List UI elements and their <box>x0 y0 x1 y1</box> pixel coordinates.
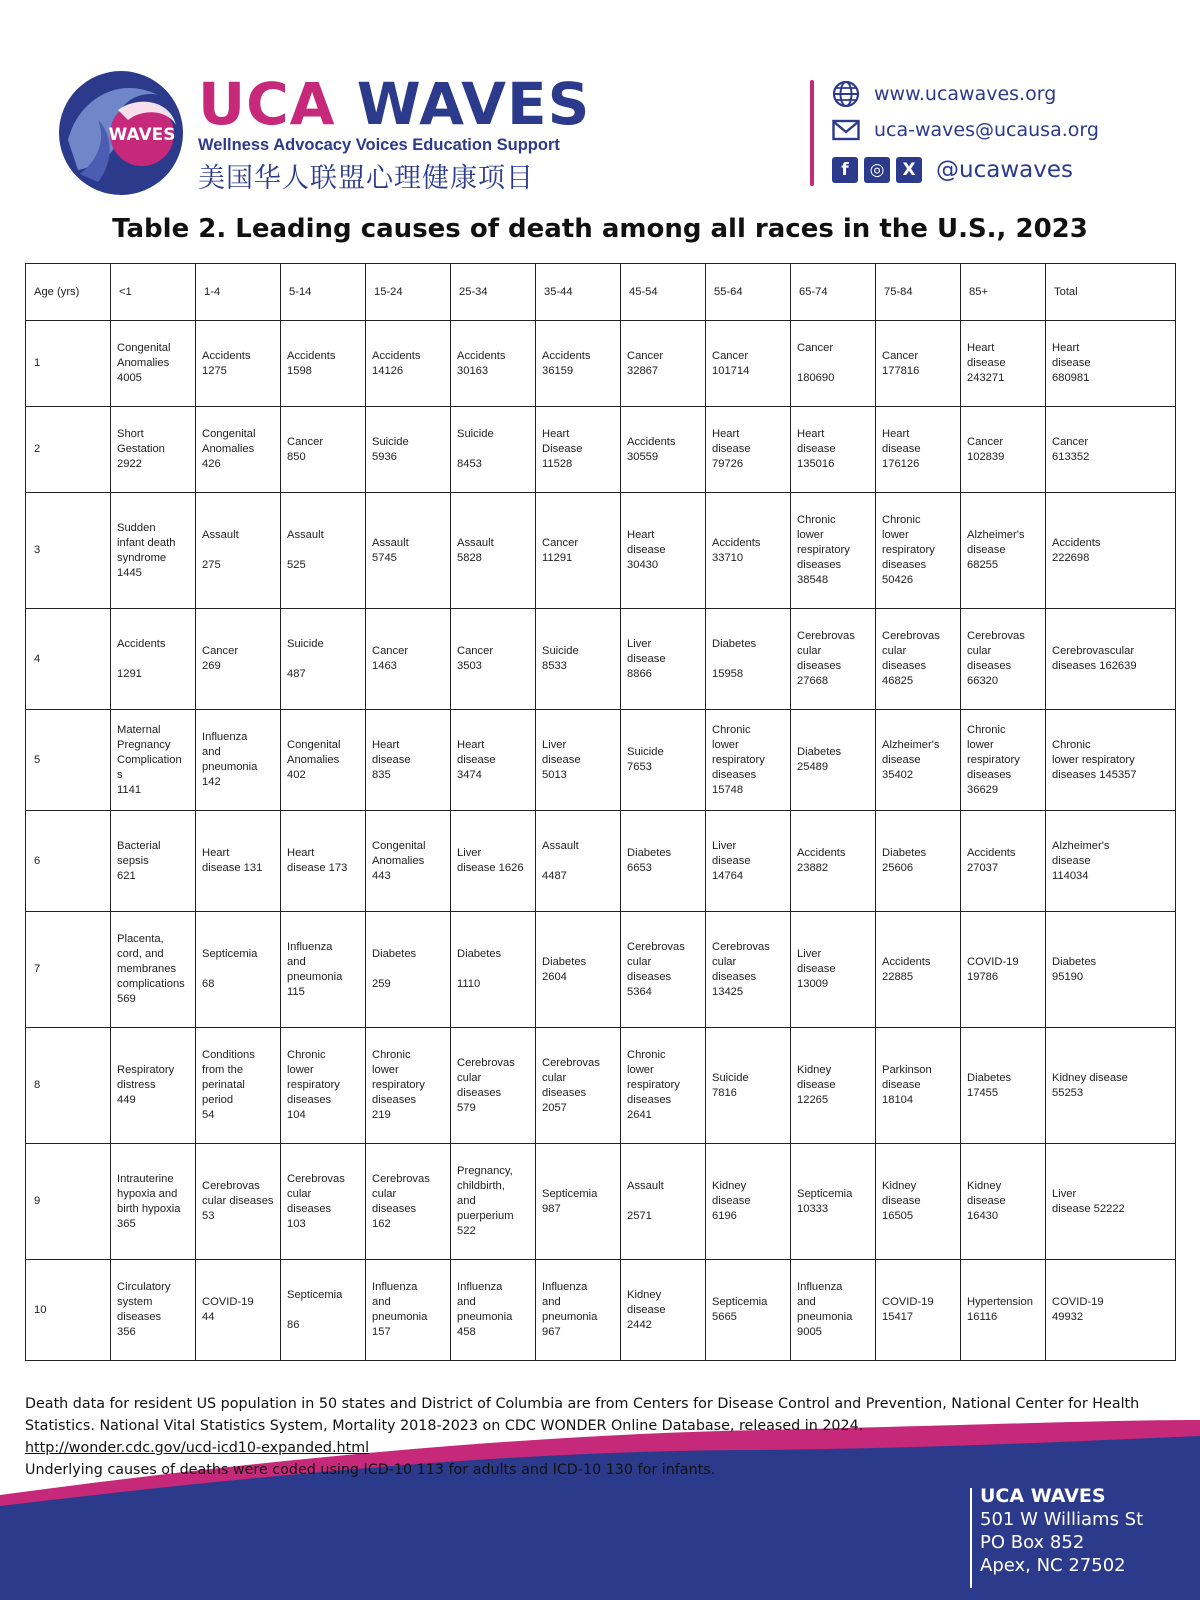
cause-cell: Accidents 14126 <box>366 321 451 407</box>
page-header <box>0 0 1200 200</box>
cause-cell: Kidney disease 16430 <box>961 1144 1046 1260</box>
cause-cell: Heart disease 3474 <box>451 710 536 811</box>
cause-cell: Maternal Pregnancy Complication s 1141 <box>111 710 196 811</box>
cause-cell: Accidents 33710 <box>706 493 791 609</box>
column-header: 1-4 <box>196 264 281 321</box>
cause-cell: Liver disease 52222 <box>1046 1144 1176 1260</box>
rank-cell: 4 <box>26 609 111 710</box>
cause-cell: Suicide 7653 <box>621 710 706 811</box>
cause-cell: Placenta, cord, and membranes complications 569 <box>111 912 196 1028</box>
cause-cell: Kidney disease 16505 <box>876 1144 961 1260</box>
cause-cell: Congenital Anomalies 426 <box>196 407 281 493</box>
column-header: 55-64 <box>706 264 791 321</box>
cause-cell: COVID-19 49932 <box>1046 1260 1176 1361</box>
cause-cell: Cerebrovas cular diseases 13425 <box>706 912 791 1028</box>
rank-cell: 6 <box>26 811 111 912</box>
cause-cell: Influenza and pneumonia 458 <box>451 1260 536 1361</box>
cause-cell: Circulatory system diseases 356 <box>111 1260 196 1361</box>
cause-cell: Accidents 222698 <box>1046 493 1176 609</box>
table-row <box>26 912 1176 1028</box>
cause-cell: Septicemia 987 <box>536 1144 621 1260</box>
cause-cell: Liver disease 13009 <box>791 912 876 1028</box>
cause-cell: Suicide 7816 <box>706 1028 791 1144</box>
column-header: Total <box>1046 264 1176 321</box>
cause-cell: Suicide 8453 <box>451 407 536 493</box>
waves-logo <box>58 70 184 196</box>
instagram-icon[interactable]: ◎ <box>864 157 890 183</box>
cause-cell: Cerebrovascular diseases 162639 <box>1046 609 1176 710</box>
cause-cell: Diabetes 2604 <box>536 912 621 1028</box>
cause-cell: Liver disease 8866 <box>621 609 706 710</box>
cause-cell: Accidents 23882 <box>791 811 876 912</box>
rank-cell: 5 <box>26 710 111 811</box>
cause-cell: Diabetes 6653 <box>621 811 706 912</box>
address-street: 501 W Williams St <box>980 1509 1144 1530</box>
address-city: Apex, NC 27502 <box>980 1555 1126 1576</box>
cause-cell: Heart disease 30430 <box>621 493 706 609</box>
cause-cell: Kidney disease 6196 <box>706 1144 791 1260</box>
cause-cell: Chronic lower respiratory diseases 36629 <box>961 710 1046 811</box>
column-header: 85+ <box>961 264 1046 321</box>
cause-cell: Cerebrovas cular diseases 27668 <box>791 609 876 710</box>
cause-cell: Diabetes 25606 <box>876 811 961 912</box>
cause-cell: Assault 2571 <box>621 1144 706 1260</box>
brand-name <box>198 70 591 138</box>
cause-cell: Conditions from the perinatal period 54 <box>196 1028 281 1144</box>
rank-cell: 10 <box>26 1260 111 1361</box>
column-header: 75-84 <box>876 264 961 321</box>
cause-cell: Accidents 36159 <box>536 321 621 407</box>
cause-cell: Congenital Anomalies 443 <box>366 811 451 912</box>
cause-cell: Cerebrovas cular diseases 103 <box>281 1144 366 1260</box>
cause-cell: Suicide 8533 <box>536 609 621 710</box>
column-header: 65-74 <box>791 264 876 321</box>
cause-cell: Cancer 180690 <box>791 321 876 407</box>
cause-cell: Congenital Anomalies 402 <box>281 710 366 811</box>
social-row <box>832 157 1073 183</box>
cause-cell: Suicide 487 <box>281 609 366 710</box>
facebook-icon[interactable]: f <box>832 157 858 183</box>
cause-cell: Accidents 30163 <box>451 321 536 407</box>
cause-cell: Influenza and pneumonia 142 <box>196 710 281 811</box>
cause-cell: Chronic lower respiratory diseases 2641 <box>621 1028 706 1144</box>
table-row <box>26 493 1176 609</box>
footer-address <box>980 1484 1143 1577</box>
cause-cell: Alzheimer's disease 35402 <box>876 710 961 811</box>
cause-cell: Cancer 1463 <box>366 609 451 710</box>
cause-cell: Cancer 269 <box>196 609 281 710</box>
cause-cell: Cancer 850 <box>281 407 366 493</box>
cause-cell: Accidents 27037 <box>961 811 1046 912</box>
cause-cell: Liver disease 5013 <box>536 710 621 811</box>
cause-cell: Heart disease 243271 <box>961 321 1046 407</box>
cause-cell: Pregnancy, childbirth, and puerperium 522 <box>451 1144 536 1260</box>
cause-cell: Accidents 1291 <box>111 609 196 710</box>
brand-uca: UCA <box>198 70 336 138</box>
page-title: Table 2. Leading causes of death among all races in the U.S., 2023 <box>112 214 1088 244</box>
social-handle[interactable]: @ucawaves <box>936 157 1073 183</box>
cause-cell: Heart disease 79726 <box>706 407 791 493</box>
cause-cell: Septicemia 5665 <box>706 1260 791 1361</box>
cause-cell: Cerebrovas cular diseases 66320 <box>961 609 1046 710</box>
cause-cell: Alzheimer's disease 68255 <box>961 493 1046 609</box>
cause-cell: Heart disease 176126 <box>876 407 961 493</box>
cause-cell: Cancer 32867 <box>621 321 706 407</box>
column-header: 25-34 <box>451 264 536 321</box>
email-row[interactable] <box>832 119 1099 141</box>
cause-cell: Alzheimer's disease 114034 <box>1046 811 1176 912</box>
coding-note-text: Underlying causes of deaths were coded using ICD-10 113 for adults and ICD-10 130 for infants. <box>25 1462 716 1478</box>
address-pobox: PO Box 852 <box>980 1532 1085 1553</box>
cause-cell: Septicemia 10333 <box>791 1144 876 1260</box>
cause-cell: Intrauterine hypoxia and birth hypoxia 365 <box>111 1144 196 1260</box>
table-body <box>26 321 1176 1361</box>
rank-cell: 9 <box>26 1144 111 1260</box>
table-row <box>26 407 1176 493</box>
header-divider <box>810 80 814 186</box>
cause-cell: COVID-19 15417 <box>876 1260 961 1361</box>
cause-cell: COVID-19 44 <box>196 1260 281 1361</box>
cause-cell: Accidents 22885 <box>876 912 961 1028</box>
column-header: 45-54 <box>621 264 706 321</box>
source-notes <box>25 1393 1175 1481</box>
cause-cell: Cerebrovas cular diseases 2057 <box>536 1028 621 1144</box>
cause-cell: Sudden infant death syndrome 1445 <box>111 493 196 609</box>
cause-cell: Diabetes 25489 <box>791 710 876 811</box>
column-header: <1 <box>111 264 196 321</box>
cause-cell: Kidney disease 12265 <box>791 1028 876 1144</box>
cause-cell: Respiratory distress 449 <box>111 1028 196 1144</box>
cause-cell: Influenza and pneumonia 157 <box>366 1260 451 1361</box>
table-row <box>26 321 1176 407</box>
social-icons <box>832 157 922 183</box>
rank-cell: 8 <box>26 1028 111 1144</box>
rank-cell: 1 <box>26 321 111 407</box>
cause-cell: Heart disease 135016 <box>791 407 876 493</box>
cause-cell: Assault 5828 <box>451 493 536 609</box>
cause-cell: Chronic lower respiratory diseases 50426 <box>876 493 961 609</box>
cause-cell: Heart disease 173 <box>281 811 366 912</box>
cause-cell: Cerebrovas cular diseases 46825 <box>876 609 961 710</box>
cause-cell: Cerebrovas cular diseases 5364 <box>621 912 706 1028</box>
cause-cell: Cancer 177816 <box>876 321 961 407</box>
cause-cell: Cerebrovas cular diseases 162 <box>366 1144 451 1260</box>
table-row <box>26 811 1176 912</box>
cause-cell: Cancer 102839 <box>961 407 1046 493</box>
cause-cell: Chronic lower respiratory diseases 15748 <box>706 710 791 811</box>
causes-of-death-table <box>25 263 1176 1361</box>
cause-cell: Chronic lower respiratory diseases 104 <box>281 1028 366 1144</box>
rank-cell: 3 <box>26 493 111 609</box>
brand-waves: WAVES <box>356 70 591 138</box>
cause-cell: Assault 4487 <box>536 811 621 912</box>
brand-block <box>198 70 591 195</box>
globe-icon <box>832 80 860 108</box>
cause-cell: Liver disease 14764 <box>706 811 791 912</box>
cause-cell: Suicide 5936 <box>366 407 451 493</box>
cause-cell: Diabetes 259 <box>366 912 451 1028</box>
cause-cell: Congenital Anomalies 4005 <box>111 321 196 407</box>
cause-cell: Influenza and pneumonia 9005 <box>791 1260 876 1361</box>
cause-cell: Septicemia 86 <box>281 1260 366 1361</box>
cause-cell: Cancer 101714 <box>706 321 791 407</box>
cause-cell: Diabetes 15958 <box>706 609 791 710</box>
cause-cell: Accidents 30559 <box>621 407 706 493</box>
table-row <box>26 609 1176 710</box>
cause-cell: Cerebrovas cular diseases 579 <box>451 1028 536 1144</box>
cause-cell: Chronic lower respiratory diseases 145357 <box>1046 710 1176 811</box>
cause-cell: Kidney disease 2442 <box>621 1260 706 1361</box>
x-icon[interactable]: X <box>896 157 922 183</box>
column-header: 15-24 <box>366 264 451 321</box>
column-header: 35-44 <box>536 264 621 321</box>
cause-cell: Cerebrovas cular diseases 53 <box>196 1144 281 1260</box>
cause-cell: Hypertension 16116 <box>961 1260 1046 1361</box>
website-row[interactable] <box>832 80 1056 108</box>
column-header-age: Age (yrs) <box>26 264 111 321</box>
address-divider <box>970 1488 972 1588</box>
cause-cell: Influenza and pneumonia 967 <box>536 1260 621 1361</box>
cause-cell: Accidents 1598 <box>281 321 366 407</box>
cause-cell: Kidney disease 55253 <box>1046 1028 1176 1144</box>
table-row <box>26 1144 1176 1260</box>
cause-cell: Septicemia 68 <box>196 912 281 1028</box>
table-row <box>26 1028 1176 1144</box>
table-header-row <box>26 264 1176 321</box>
column-header: 5-14 <box>281 264 366 321</box>
cause-cell: Parkinson disease 18104 <box>876 1028 961 1144</box>
cause-cell: Accidents 1275 <box>196 321 281 407</box>
logo-badge-text: WAVES <box>108 125 176 145</box>
cause-cell: Heart disease 131 <box>196 811 281 912</box>
cause-cell: Cancer 613352 <box>1046 407 1176 493</box>
cause-cell: Diabetes 1110 <box>451 912 536 1028</box>
address-name: UCA WAVES <box>980 1485 1106 1507</box>
cause-cell: Liver disease 1626 <box>451 811 536 912</box>
table-row <box>26 710 1176 811</box>
mail-icon <box>832 119 860 141</box>
cause-cell: Heart disease 680981 <box>1046 321 1176 407</box>
cause-cell: Assault 525 <box>281 493 366 609</box>
cause-cell: Heart Disease 11528 <box>536 407 621 493</box>
brand-tagline: Wellness Advocacy Voices Education Support <box>198 136 560 154</box>
cause-cell: Diabetes 17455 <box>961 1028 1046 1144</box>
cause-cell: Diabetes 95190 <box>1046 912 1176 1028</box>
cause-cell: Chronic lower respiratory diseases 38548 <box>791 493 876 609</box>
cause-cell: Assault 5745 <box>366 493 451 609</box>
cause-cell: COVID-19 19786 <box>961 912 1046 1028</box>
rank-cell: 2 <box>26 407 111 493</box>
rank-cell: 7 <box>26 912 111 1028</box>
cause-cell: Assault 275 <box>196 493 281 609</box>
email-link[interactable]: uca-waves@ucausa.org <box>874 119 1099 141</box>
cause-cell: Cancer 11291 <box>536 493 621 609</box>
source-note-text: Death data for resident US population in 50 states and District of Columbia are from Centers for Disease Control and Prevention, National Center for Health Statistics. National Vital Statistics System, Mortality 2018-2023 on CDC WONDER Online Database, released in 2024. <box>25 1396 1140 1434</box>
table-row <box>26 1260 1176 1361</box>
cause-cell: Short Gestation 2922 <box>111 407 196 493</box>
cause-cell: Influenza and pneumonia 115 <box>281 912 366 1028</box>
brand-chinese-name: 美国华人联盟心理健康项目 <box>198 163 534 194</box>
source-link[interactable]: http://wonder.cdc.gov/ucd-icd10-expanded.html <box>25 1440 370 1456</box>
cause-cell: Heart disease 835 <box>366 710 451 811</box>
website-link[interactable]: www.ucawaves.org <box>874 83 1057 105</box>
cause-cell: Cancer 3503 <box>451 609 536 710</box>
cause-cell: Bacterial sepsis 621 <box>111 811 196 912</box>
cause-cell: Chronic lower respiratory diseases 219 <box>366 1028 451 1144</box>
